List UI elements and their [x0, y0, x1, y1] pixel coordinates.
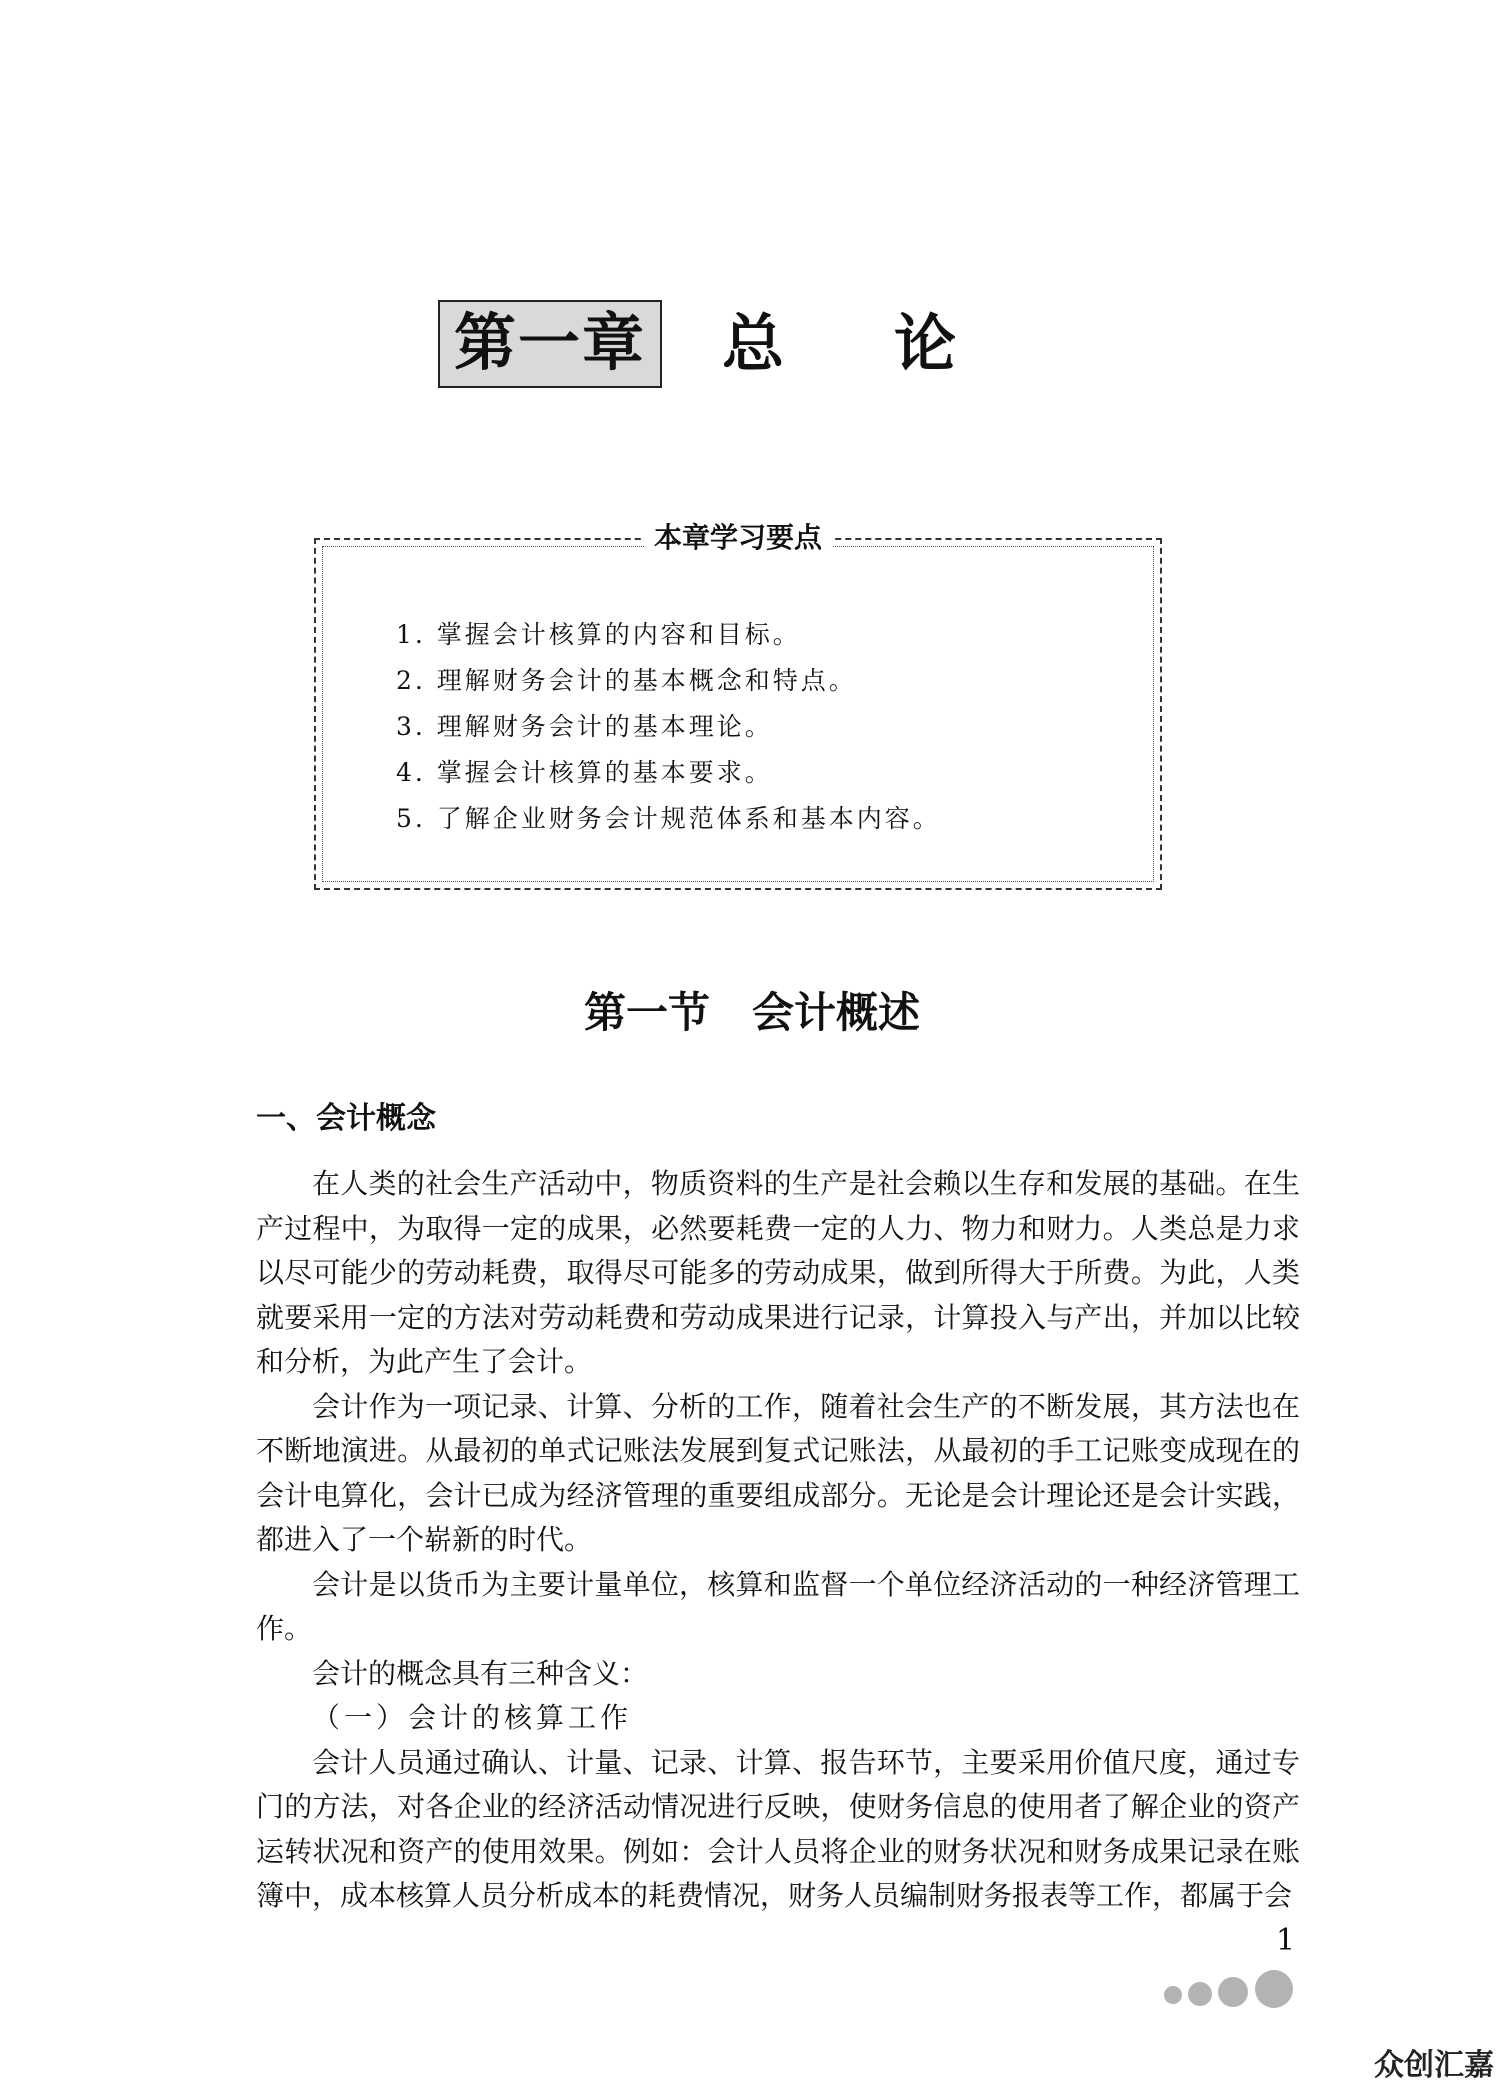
key-points-title: 本章学习要点: [644, 518, 832, 558]
body-text: [256, 1162, 1300, 1919]
list-item: 4. 掌握会计核算的基本要求。: [396, 758, 773, 787]
paragraph: 在人类的社会生产活动中，物质资料的生产是社会赖以生存和发展的基础。在生产过程中，为取得一定的成果，必然要耗费一定的人力、物力和财力。人类总是力求以尽可能少的劳动耗费，取得尽可能多的劳动成果，做到所得大于所费。为此，人类就要采用一定的方法对劳动耗费和劳动成果进行记录，计算投入与产出，并加以比较和分析，为此产生了会计。: [256, 1167, 1300, 1378]
list-item: 1. 掌握会计核算的内容和目标。: [396, 620, 801, 649]
dot-icon: [1218, 1977, 1248, 2007]
list-item: 3. 理解财务会计的基本理论。: [396, 712, 773, 741]
paragraph: 会计是以货币为主要计量单位，核算和监督一个单位经济活动的一种经济管理工作。: [256, 1567, 1300, 1645]
paragraph: 会计人员通过确认、计量、记录、计算、报告环节，主要采用价值尺度，通过专门的方法，对各企业的经济活动情况进行反映，使财务信息的使用者了解企业的资产运转状况和资产的使用效果。例如：会计人员将企业的财务状况和财务成果记录在账簿中，成本核算人员分析成本的耗费情况，财务人员编制财务报表等工作，都属于会: [256, 1745, 1300, 1912]
chapter-title: [0, 300, 1504, 388]
paragraph: 会计作为一项记录、计算、分析的工作，随着社会生产的不断发展，其方法也在不断地演进。从最初的单式记账法发展到复式记账法，从最初的手工记账变成现在的会计电算化，会计已成为经济管理的重要组成部分。无论是会计理论还是会计实践，都进入了一个崭新的时代。: [256, 1389, 1300, 1556]
dot-icon: [1188, 1982, 1212, 2006]
list-item: 2. 理解财务会计的基本概念和特点。: [396, 666, 857, 695]
subsubheading: （一）会计的核算工作: [312, 1701, 633, 1734]
paragraph: 会计的概念具有三种含义：: [312, 1656, 649, 1690]
dot-icon: [1164, 1986, 1182, 2004]
page-number: 1: [1276, 1923, 1296, 1958]
chapter-label: 第一章: [438, 300, 662, 388]
key-points-list: [396, 612, 941, 842]
section-title: 第一节 会计概述: [583, 988, 920, 1037]
key-points-box: [314, 521, 1162, 890]
watermark-logo: 众创汇嘉: [1374, 2048, 1494, 2083]
list-item: 5. 了解企业财务会计规范体系和基本内容。: [396, 804, 941, 833]
dot-icon: [1255, 1970, 1293, 2008]
chapter-name: 总论: [722, 307, 1067, 380]
subheading: 一、会计概念: [256, 1101, 436, 1136]
